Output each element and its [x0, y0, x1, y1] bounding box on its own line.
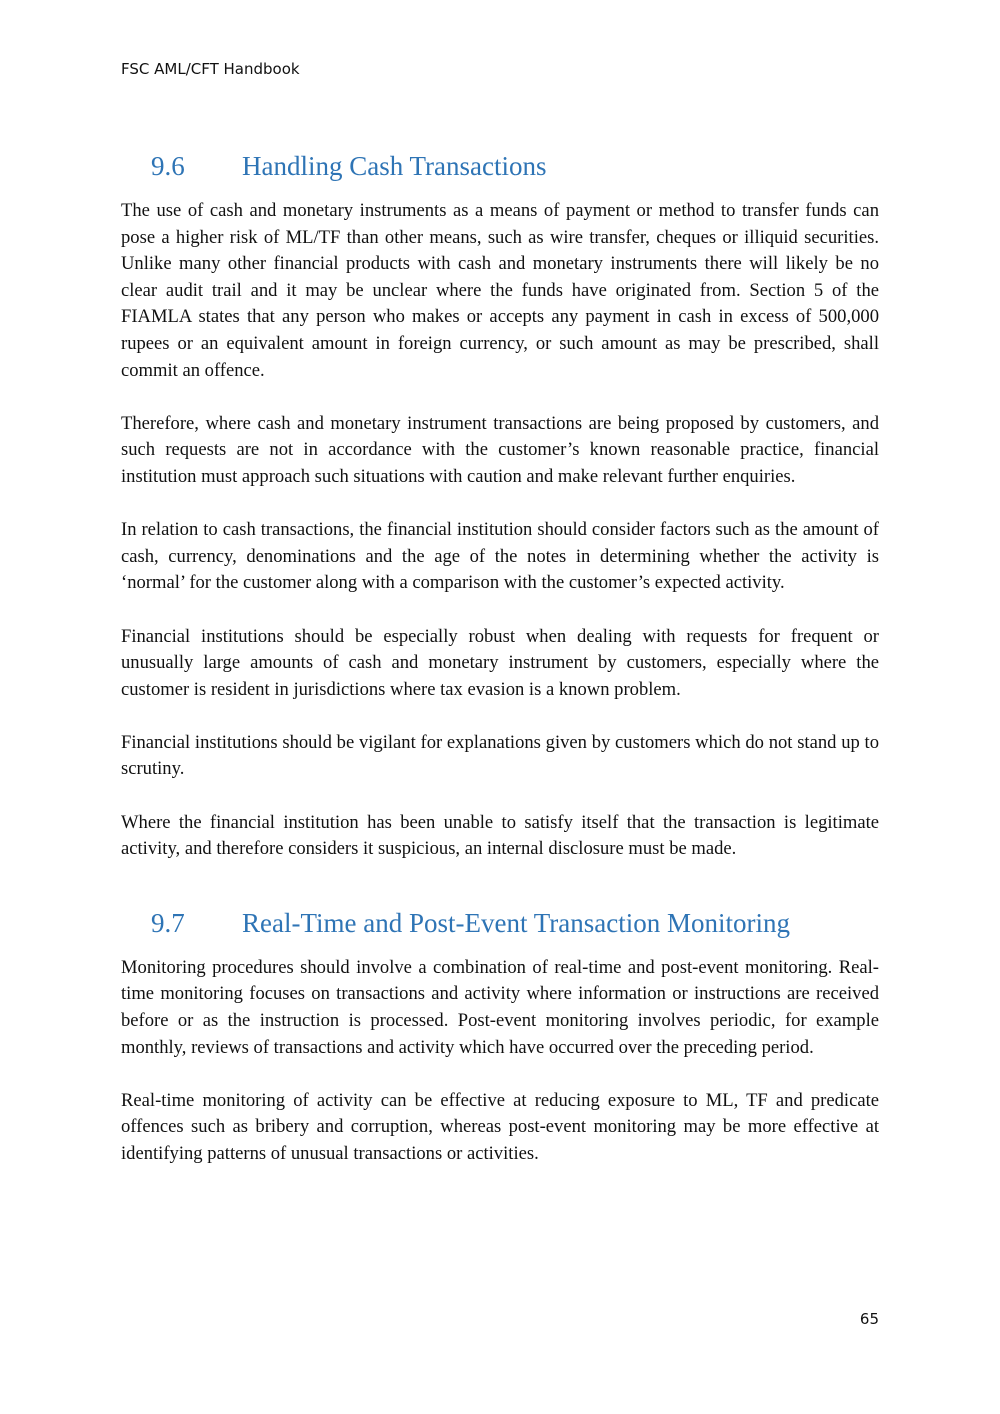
- paragraph: Where the financial institution has been unable to satisfy itself that the transaction is legitimate activity, and therefore considers it suspicious, an internal disclosure must be made.: [121, 811, 879, 860]
- section-number: 9.7: [151, 907, 185, 938]
- paragraph: The use of cash and monetary instruments as a means of payment or method to transfer funds can pose a higher risk of ML/TF than other means, such as wire transfer, cheques or illiquid securities. Unlike many other financial products with cash and monetary instruments there will likely be no clear audit trail and it may be unclear where the funds have originated from. Section 5 of the FIAMLA states that any person who makes or accepts any payment in cash in excess of 500,000 rupees or an equivalent amount in foreign currency, or such amount as may be prescribed, shall commit an offence.: [121, 200, 879, 381]
- paragraph: Financial institutions should be especially robust when dealing with requests for frequent or unusually large amounts of cash and monetary instrument by customers, especially where the customer is resident in jurisdictions where tax evasion is a known problem.: [121, 625, 879, 700]
- section-title: Real-Time and Post-Event Transaction Monitoring: [242, 907, 790, 938]
- section-title: Handling Cash Transactions: [242, 151, 547, 181]
- paragraph: Financial institutions should be vigilant for explanations given by customers which do not stand up to scrutiny.: [121, 731, 879, 780]
- paragraph: Real-time monitoring of activity can be effective at reducing exposure to ML, TF and predicate offences such as bribery and corruption, whereas post-event monitoring may be more effective at identifying patterns of unusual transactions or activities.: [121, 1089, 879, 1164]
- section-heading-9-7: [121, 903, 879, 943]
- running-header: FSC AML/CFT Handbook: [121, 60, 300, 78]
- paragraph: Therefore, where cash and monetary instrument transactions are being proposed by customers, and such requests are not in accordance with the customer’s known reasonable practice, financial institution must approach such situations with caution and make relevant further enquiries.: [121, 412, 879, 487]
- page-number: 65: [859, 1310, 879, 1328]
- section-number: 9.6: [151, 151, 185, 181]
- paragraph: Monitoring procedures should involve a combination of real-time and post-event monitoring. Real-time monitoring focuses on transactions and activity where information or instructions are received before or as the instruction is processed. Post-event monitoring involves periodic, for example monthly, reviews of transactions and activity which have occurred over the preceding period.: [121, 956, 879, 1058]
- section-heading-9-6: [121, 146, 879, 186]
- page-content: [121, 146, 879, 1168]
- paragraph: In relation to cash transactions, the financial institution should consider factors such as the amount of cash, currency, denominations and the age of the notes in determining whether the activity is ‘normal’ for the customer along with a comparison with the customer’s expected activity.: [121, 519, 879, 594]
